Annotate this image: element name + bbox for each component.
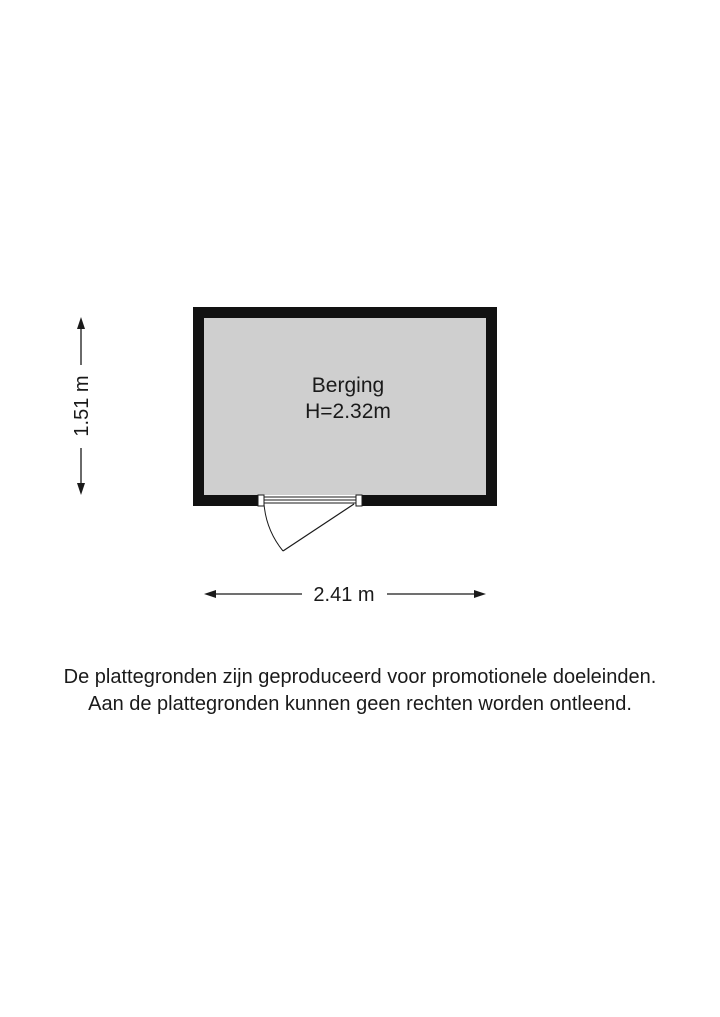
room-name: Berging xyxy=(311,374,385,397)
arrow-down-icon xyxy=(77,483,85,495)
arrow-up-icon xyxy=(77,317,85,329)
room-height: H=2.32m xyxy=(305,400,391,423)
width-label: 2.41 m xyxy=(313,584,375,606)
disclaimer-line-1: De plattegronden zijn geproduceerd voor promotionele doeleinden. xyxy=(63,666,657,688)
disclaimer xyxy=(0,664,720,718)
depth-label: 1.51 m xyxy=(71,375,93,437)
width-dimension xyxy=(204,584,486,606)
door-swing-arc xyxy=(264,504,283,551)
arrow-left-icon xyxy=(204,590,216,598)
door xyxy=(258,495,362,551)
disclaimer-line-2: Aan de plattegronden kunnen geen rechten worden ontleend. xyxy=(88,693,632,715)
door-leaf xyxy=(283,504,354,551)
arrow-right-icon xyxy=(474,590,486,598)
depth-dimension xyxy=(71,317,93,495)
